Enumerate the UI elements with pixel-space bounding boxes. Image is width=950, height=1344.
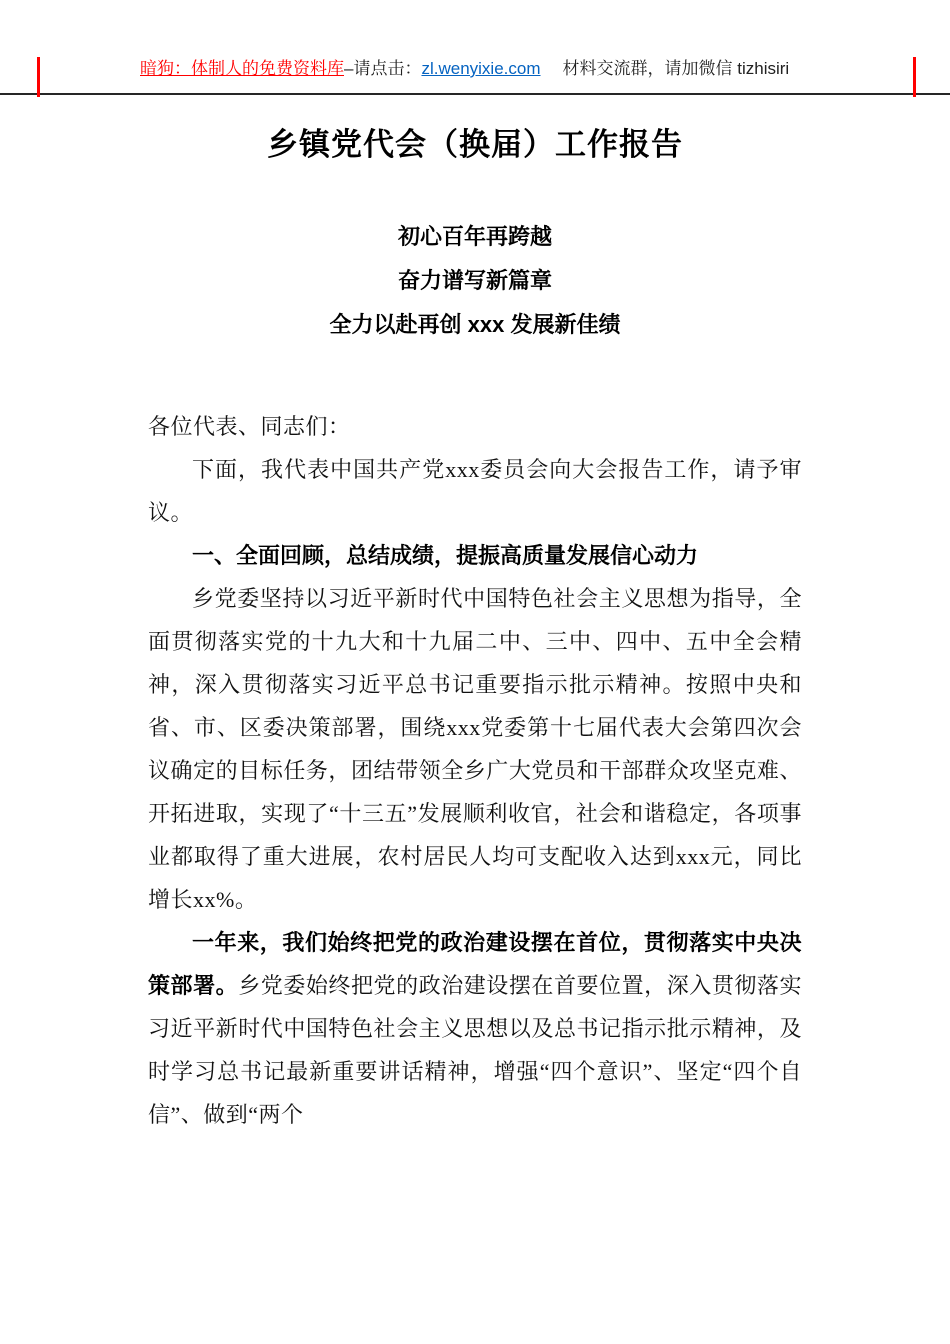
site-link[interactable]: zl.wenyixie.com <box>421 59 541 78</box>
document-body <box>0 123 950 1136</box>
document-title: 乡镇党代会（换届）工作报告 <box>267 127 683 162</box>
report-text <box>148 405 802 1136</box>
paragraph-rest: 乡党委始终把党的政治建设摆在首要位置，深入贯彻落实习近平新时代中国特色社会主义思想以及总书记指示批示精神，及时学习总书记最新重要讲话精神，增强“四个意识”、坚定“四个自信”、做到“两个 <box>148 973 802 1127</box>
wechat-note: 材料交流群，请加微信 tizhisiri <box>562 59 790 78</box>
subtitle-block <box>148 215 802 347</box>
intro-paragraph: 下面，我代表中国共产党xxx委员会向大会报告工作，请予审议。 <box>148 457 802 525</box>
section-1-heading: 一、全面回顾，总结成绩，提振高质量发展信心动力 <box>192 543 699 568</box>
page-header <box>0 0 950 95</box>
click-prompt: –请点击： <box>344 59 422 78</box>
subtitle-line-3: 全力以赴再创 xxx 发展新佳绩 <box>329 312 621 337</box>
salutation: 各位代表、同志们： <box>148 414 351 439</box>
subtitle-line-1: 初心百年再跨越 <box>397 224 552 249</box>
section-1-paragraph: 乡党委坚持以习近平新时代中国特色社会主义思想为指导，全面贯彻落实党的十九大和十九届二中、三中、四中、五中全会精神，深入贯彻落实习近平总书记重要指示批示精神。按照中央和省、市、区委决策部署，围绕xxx党委第十七届代表大会第四次会议确定的目标任务，团结带领全乡广大党员和干部群众攻坚克难、开拓进取，实现了“十三五”发展顺利收官，社会和谐稳定，各项事业都取得了重大进展，农村居民人均可支配收入达到xxx元，同比增长xx%。 <box>148 586 802 912</box>
section-1-paragraph-2 <box>148 921 802 1136</box>
revision-mark-right <box>913 57 916 97</box>
paragraph-bold-lead: 一年来，我们始终把党的政治建设摆在首位，贯彻落实中央决策部署。 <box>148 930 802 998</box>
revision-mark-left <box>37 57 40 97</box>
brand-text: 暗狗：体制人的免费资料库 <box>140 59 344 78</box>
subtitle-line-2: 奋力谱写新篇章 <box>397 268 552 293</box>
